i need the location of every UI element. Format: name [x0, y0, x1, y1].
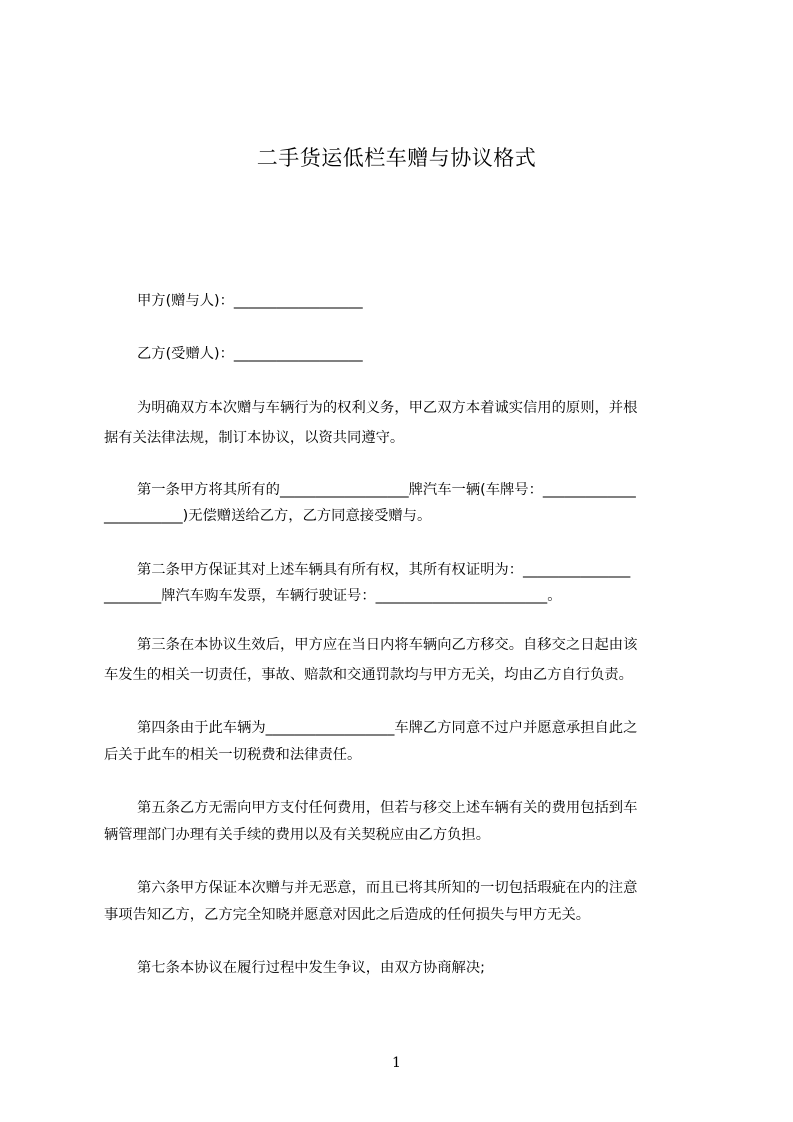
article4-line-2: 后关于此车的相关一切税费和法律责任。 — [104, 747, 362, 763]
article3-line-1: 第三条在本协议生效后，甲方应在当日内将车辆向乙方移交。自移交之日起由该 — [137, 637, 638, 653]
article5-line-2: 辆管理部门办理有关手续的费用以及有关契税应由乙方负担。 — [104, 827, 491, 843]
page-number: 1 — [392, 1055, 401, 1071]
intro-line-2: 据有关法律法规，制订本协议，以资共同遵守。 — [104, 430, 405, 446]
article6-line-1: 第六条甲方保证本次赠与并无恶意，而且已将其所知的一切包括瑕疵在内的注意 — [137, 880, 638, 896]
intro-line-1: 为明确双方本次赠与车辆行为的权利义务，甲乙双方本着诚实信用的原则，并根 — [137, 400, 638, 416]
article4-line-1: 第四条由于此车辆为__________________车牌乙方同意不过户并愿意承担自此之 — [137, 720, 638, 736]
article3-line-2: 车发生的相关一切责任，事故、赔款和交通罚款均与甲方无关，均由乙方自行负责。 — [104, 667, 633, 683]
party-a-line: 甲方(赠与人)：__________________ — [137, 293, 363, 309]
article1-line-1: 第一条甲方将其所有的__________________牌汽车一辆(车牌号：_____________ — [137, 482, 636, 498]
article5-line-1: 第五条乙方无需向甲方支付任何费用，但若与移交上述车辆有关的费用包括到车 — [137, 800, 638, 816]
document-title: 二手货运低栏车赠与协议格式 — [256, 146, 537, 170]
article6-line-2: 事项告知乙方，乙方完全知晓并愿意对因此之后造成的任何损失与甲方无关。 — [104, 907, 591, 923]
article7-line-1: 第七条本协议在履行过程中发生争议，由双方协商解决; — [137, 960, 485, 976]
article1-line-2: ___________)无偿赠送给乙方，乙方同意接受赠与。 — [104, 508, 432, 524]
article2-line-1: 第二条甲方保证其对上述车辆具有所有权，其所有权证明为：_______________ — [137, 562, 631, 578]
article2-line-2: ________牌汽车购车发票，车辆行驶证号：________________________。 — [104, 588, 562, 604]
party-b-line: 乙方(受赠人)：__________________ — [137, 346, 363, 362]
